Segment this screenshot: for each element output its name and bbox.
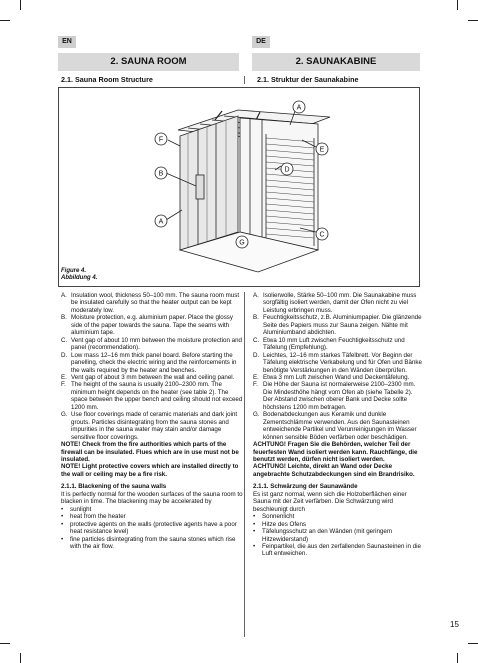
bullet-item: • Hitze des Ofens [253, 520, 307, 528]
list-item: A. Isolierwolle, Stärke 50–100 mm. Die Saunakabine muss sorgfältig isoliert werden, damit der Ofen nicht zu viel Leistung erbringen muss. [253, 292, 417, 314]
figure-label: A [296, 104, 302, 112]
subheading: 2.1.1. Blackening of the sauna walls [61, 483, 167, 491]
list-item: D. Leichtes, 12–16 mm starkes Täfelbrett. Vor Beginn der Täfelung elektrische Verkabelung und für Ofen und Bänke benötigte Verstärkungen in den Wänden überprüfen. [253, 351, 422, 374]
list-item: G. Bodenabdeckungen aus Keramik und dunkle Zementschlämme verwenden. Aus den Saunasteinen entweichende Partikel und Verunreinigungen im Wasser können sensible Böden verfärben oder beschädigen. [253, 411, 417, 441]
figure-caption-de: Abbildung 4. [61, 275, 98, 281]
english-column [61, 292, 246, 550]
figure-label: C [319, 231, 325, 239]
list-item: B. Feuchtigkeitsschutz, z.B. Aluminiumpapier. Die glänzende Seite des Papiers muss zur Sauna zeigen. Nähte mit Aluminiumband abdichten. [253, 314, 422, 337]
figure-label: G [239, 239, 245, 247]
list-item: E. Etwa 3 mm Luft zwischen Wand und Deckentäfelung. [253, 373, 410, 381]
figure-label: A [158, 218, 164, 226]
lang-tag-de: DE [252, 36, 270, 48]
list-item: E. Vent gap of about 3 mm between the wall and ceiling panel. [61, 373, 235, 381]
paragraph: Es ist ganz normal, wenn sich die Holzoberflächen einer Sauna mit der Zeit verfärben. Die Schwärzung wird beschleunigt durch [253, 490, 407, 513]
bullet-item: • protective agents on the walls (protective agents have a poor heat resistance level) [61, 520, 237, 536]
warning-note: NOTE! Light protective covers which are installed directly to the wall or ceiling may be a fire risk. [61, 463, 239, 478]
german-column [253, 292, 423, 558]
list-item: A. Insulation wool, thickness 50–100 mm. The sauna room must be insulated carefully so that the heater output can be kept moderately low. [61, 292, 240, 314]
list-item: F. The height of the sauna is usually 2100–2300 mm. The minimum height depends on the heater (see table 2). The space between the upper bench and ceiling should not exceed 1200 mm. [61, 381, 243, 411]
list-item: G. Use floor coverings made of ceramic materials and dark joint grouts. Particles disintegrating from the sauna stones and impurities in the sauna water may stain and/or damage sensitive floor coverings. [61, 411, 238, 441]
page-number: 15 [450, 620, 459, 629]
subheading: 2.1.1. Schwärzung der Saunawände [253, 483, 358, 491]
section-title-en: 2. SAUNA ROOM [58, 53, 239, 71]
lang-tag-en: EN [58, 36, 76, 48]
bullet-item: • Täfelungsschutz an den Wänden (mit geringem Hitzewiderstand) [253, 528, 393, 543]
warning-note: NOTE! Check from the fire authorities which parts of the firewall can be insulated. Flues which are in use must not be insulated. [61, 441, 239, 463]
list-item: B. Moisture protection, e.g. aluminium paper. Place the glossy side of the paper towards the sauna. Tape the seams with aluminium tape. [61, 314, 233, 337]
bullet-item: • fine particles disintegrating from the sauna stones which rise with the air flow. [61, 535, 236, 550]
bullet-item: • Feinpartikel, die aus den zerfallenden Saunasteinen in die Luft entweichen. [253, 542, 421, 558]
bullet-item: • sunlight [61, 505, 92, 513]
warning-note: ACHTUNG! Leichte, direkt an Wand oder Decke angebrachte Schutzabdeckungen sind ein Brandrisiko. [253, 463, 415, 478]
paragraph: It is perfectly normal for the wooden surfaces of the sauna room to blacken in time. The blackening may be accelerated by [61, 490, 243, 506]
figure-label: E [319, 146, 325, 154]
bullet-item: • heat from the heater [61, 513, 126, 521]
subsection-title-de: 2.1. Struktur der Saunakabine [257, 75, 359, 84]
list-item: F. Die Höhe der Sauna ist normalerweise 2100–2300 mm. Die Mindesthöhe hängt vom Ofen ab (siehe Tabelle 2). Der Abstand zwischen oberer Bank und Decke sollte höchstens 1200 mm betragen. [253, 381, 416, 411]
list-item: C. Etwa 10 mm Luft zwischen Feuchtigkeitsschutz und Täfelung (Empfehlung). [253, 336, 405, 352]
list-item: D. Low mass 12–16 mm thick panel board. Before starting the panelling, check the electric wiring and the reinforcements in the walls required by the heater and benches. [61, 351, 237, 374]
section-title-de: 2. SAUNAKABINE [252, 53, 420, 71]
list-item: C. Vent gap of about 10 mm between the moisture protection and panel (recommendation). [61, 336, 242, 352]
bullet-item: • Sonnenlicht [253, 513, 295, 521]
figure-label: D [284, 166, 290, 174]
figure-label: B [158, 170, 164, 178]
warning-note: ACHTUNG! Fragen Sie die Behörden, welcher Teil der feuerfesten Wand isoliert werden kann. Rauchfänge, die benutzt werden, dürfen nicht isoliert werden. [253, 441, 418, 463]
figure-label: F [158, 136, 164, 144]
figure-caption [61, 268, 97, 282]
subsection-title-en: 2.1. Sauna Room Structure [61, 75, 153, 84]
figure-caption-en: Figure 4. [61, 268, 87, 274]
